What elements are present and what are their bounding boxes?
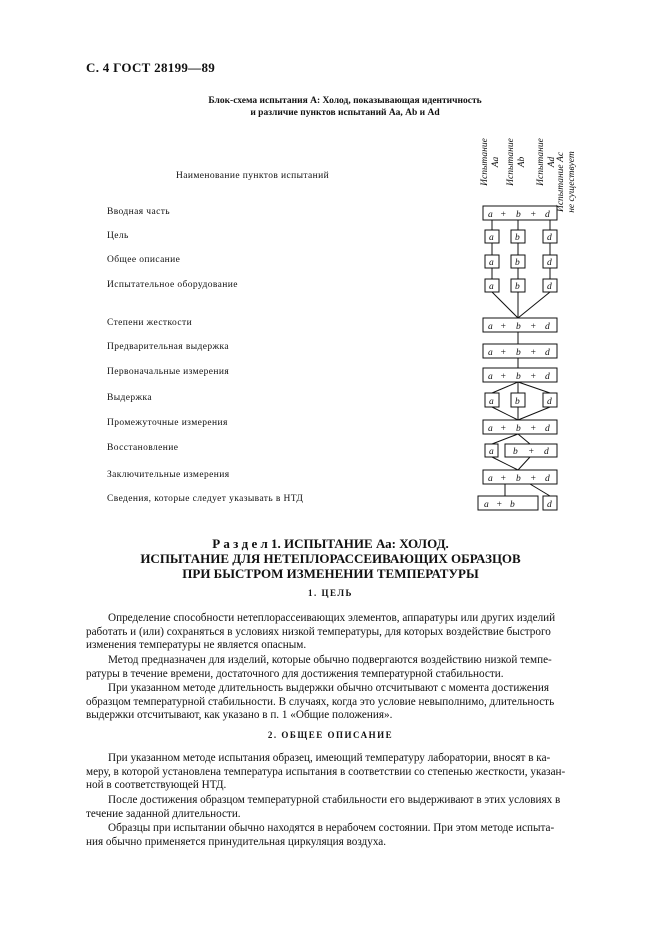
symbol-b: b: [516, 348, 521, 358]
row-label: Выдержка: [107, 393, 152, 403]
symbol-d: d: [547, 233, 552, 243]
symbol-b: b: [515, 397, 520, 407]
symbol-b: b: [516, 322, 521, 332]
paragraph-1-3: При указанном методе длительность выдержки обычно отсчитывают с момента достижения образцом температурной стабильности. В случаях, когда это условие невыполнимо, длительность выдержки отсчитывают, как указано в п. 1 «Общие положения».: [86, 682, 555, 722]
symbol-a: a: [488, 322, 493, 332]
symbol-b: b: [516, 474, 521, 484]
paragraph-2-1: При указанном методе испытания образец, имеющий температуру лаборатории, вносят в ка- меру, в которой установлена температура испытания в соответствии со степенью жесткости, указан- ной в соответствующей НТД.: [86, 752, 566, 792]
symbol-a: a: [489, 258, 494, 268]
caption-line-1: Блок-схема испытания А: Холод, показывающая идентичность: [208, 96, 482, 106]
symbol-plus: +: [500, 348, 507, 358]
paragraph-1-1: Определение способности нетеплорассеивающих элементов, аппаратуры или других изделий работать и (или) сохраняться в условиях низкой температуры, для которых воздействие быстрого изменения температуры не является опасным.: [86, 612, 556, 652]
symbol-plus: +: [530, 322, 537, 332]
flow-diagram: [475, 200, 575, 520]
row-label: Общее описание: [107, 255, 181, 265]
symbol-d: d: [545, 322, 550, 332]
column-heading-ad: Испытание Ad: [536, 138, 557, 186]
symbol-b: b: [515, 258, 520, 268]
figure-caption: [150, 95, 540, 119]
symbol-plus: +: [500, 322, 507, 332]
symbol-plus: +: [530, 424, 537, 434]
row-label: Промежуточные измерения: [107, 418, 228, 428]
symbol-b: b: [516, 372, 521, 382]
symbol-d: d: [547, 258, 552, 268]
symbol-a: a: [488, 210, 493, 220]
symbol-d: d: [545, 348, 550, 358]
symbol-d: d: [545, 474, 550, 484]
symbol-a: a: [489, 397, 494, 407]
row-label: Испытательное оборудование: [107, 280, 238, 290]
row-label: Вводная часть: [107, 207, 171, 217]
symbol-d: d: [545, 424, 550, 434]
row-label: Заключительные измерения: [107, 470, 230, 480]
symbol-plus: +: [530, 372, 537, 382]
symbol-d: d: [545, 210, 550, 220]
paragraph-1-2: Метод предназначен для изделий, которые обычно подвергаются воздействию низкой темпе- ратуры в течение времени, достаточного для достижения температурной стабильности.: [86, 654, 552, 680]
row-label: Предварительная выдержка: [107, 342, 229, 352]
symbol-b: b: [515, 282, 520, 292]
row-label: Сведения, которые следует указывать в НТД: [107, 494, 304, 504]
row-label: Цель: [107, 231, 129, 241]
section-heading: Р а з д е л 1. ИСПЫТАНИЕ Аа: ХОЛОД. ИСПЫТАНИЕ ДЛЯ НЕТЕПЛОРАССЕИВАЮЩИХ ОБРАЗЦОВ ПРИ БЫСТРОМ ИЗМЕНЕНИИ ТЕМПЕРАТУРЫ: [140, 536, 521, 581]
page-header: С. 4 ГОСТ 28199—89: [86, 60, 216, 75]
symbol-b: b: [516, 424, 521, 434]
symbol-plus: +: [500, 424, 507, 434]
column-heading-ab: Испытание Ab: [506, 138, 527, 186]
symbol-a: a: [489, 282, 494, 292]
subsection-1-title: 1. ЦЕЛЬ: [307, 588, 354, 598]
symbol-plus: +: [530, 348, 537, 358]
symbol-a: a: [484, 500, 489, 510]
symbol-plus: +: [500, 372, 507, 382]
symbol-b: b: [515, 233, 520, 243]
column-heading-aa: Испытание Aa: [480, 138, 501, 186]
paragraph-2-2: После достижения образцом температурной стабильности его выдерживают в этих условиях в течение заданной длительности.: [86, 794, 561, 820]
symbol-b: b: [513, 447, 518, 457]
symbol-d: d: [545, 372, 550, 382]
symbol-a: a: [488, 424, 493, 434]
symbol-plus: +: [530, 474, 537, 484]
row-label: Восстановление: [107, 443, 179, 453]
table-heading: Наименование пунктов испытаний: [176, 171, 330, 181]
caption-line-2: и различие пунктов испытаний Аа, Ab и Ad: [250, 108, 440, 118]
symbol-plus: +: [496, 500, 503, 510]
subsection-2-title: 2. ОБЩЕЕ ОПИСАНИЕ: [267, 730, 394, 740]
symbol-plus: +: [500, 474, 507, 484]
row-label: Первоначальные измерения: [107, 367, 230, 377]
symbol-a: a: [489, 233, 494, 243]
symbol-plus: +: [528, 447, 535, 457]
row-label: Степени жесткости: [107, 318, 193, 328]
symbol-a: a: [488, 348, 493, 358]
column-heading-ac: Испытание Ac не существует: [556, 151, 577, 213]
symbol-b: b: [516, 210, 521, 220]
symbol-plus: +: [500, 210, 507, 220]
symbol-d: d: [547, 397, 552, 407]
symbol-b: b: [510, 500, 515, 510]
symbol-a: a: [488, 474, 493, 484]
symbol-a: a: [488, 372, 493, 382]
paragraph-2-3: Образцы при испытании обычно находятся в нерабочем состоянии. При этом методе испыта- ния обычно применяется принудительная циркуляция воздуха.: [86, 822, 555, 848]
symbol-a: a: [489, 447, 494, 457]
symbol-d: d: [544, 447, 549, 457]
symbol-d: d: [547, 282, 552, 292]
symbol-plus: +: [530, 210, 537, 220]
symbol-d: d: [547, 500, 552, 510]
